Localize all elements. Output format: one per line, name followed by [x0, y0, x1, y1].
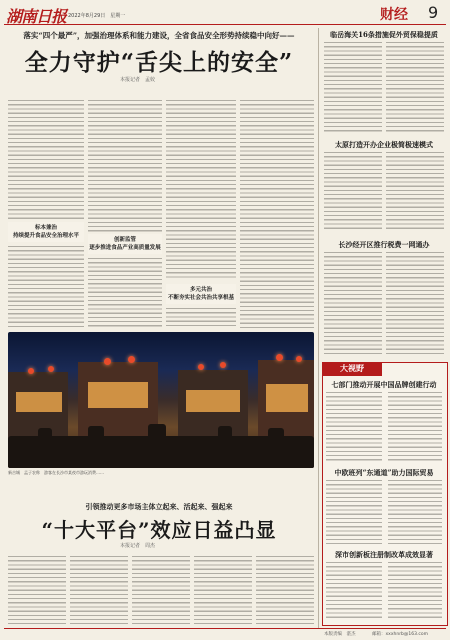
- right-story-3-title: 长沙经开区推行税费一网通办: [338, 240, 430, 249]
- lead-column-2b: [88, 258, 162, 328]
- lead-subhead-2: 创新监管 逐步推进食品产业高质量发展: [88, 234, 162, 254]
- photo-caption: 新吉城 孟子农称 游客在长沙市某夜市游玩消费……: [8, 470, 104, 475]
- box-story-1-col-a: [326, 392, 382, 462]
- lead-column-3b: [166, 308, 236, 328]
- second-column-1: [8, 556, 66, 624]
- lead-column-1b: [8, 246, 84, 328]
- box-story-3-title: 深市创新板注册制改革成效显著: [335, 550, 433, 559]
- second-kicker: 引领推动更多市场主体立起来、活起来、强起来: [85, 502, 233, 511]
- lead-column-4: [240, 100, 314, 328]
- box-story-3-col-a: [326, 562, 382, 620]
- section-name: 财经: [380, 7, 408, 23]
- right-story-1-col-b: [386, 42, 444, 134]
- lead-byline: 本报记者 孟姣: [120, 77, 156, 83]
- newspaper-logo: 湖南日报: [6, 7, 67, 26]
- issue-date: 2022年8月29日 星期一: [68, 13, 126, 19]
- footer-editors: 本版责编 湛杰: [324, 632, 356, 637]
- footer-email: 邮箱：xxxhnrb@163.com: [372, 632, 429, 637]
- second-headline: “十大平台”效应日益凸显: [41, 518, 277, 542]
- right-story-1-title: 临岳海关16条措施促外贸保稳提质: [330, 30, 438, 39]
- lead-headline: 全力守护“舌尖上的安全”: [24, 49, 294, 76]
- page-number: 9: [428, 3, 439, 22]
- box-story-3-col-b: [388, 562, 442, 620]
- right-story-3-col-b: [386, 252, 444, 356]
- box-story-1-title: 七部门推动开展中国品牌创建行动: [331, 380, 437, 389]
- lead-subhead-1: 标本兼治 持续提升食品安全治理水平: [8, 222, 84, 242]
- lead-column-1a: [8, 100, 84, 220]
- second-column-2: [70, 556, 128, 624]
- second-column-3: [132, 556, 190, 624]
- second-column-5: [256, 556, 314, 624]
- right-story-2-col-b: [386, 152, 444, 232]
- masthead: [4, 2, 446, 25]
- lead-subhead-3: 多元共治 不断夯实社会共治共享根基: [166, 284, 236, 304]
- right-story-2-title: 太原打造开办企业极简极速模式: [335, 140, 433, 149]
- second-column-4: [194, 556, 252, 624]
- second-byline: 本报记者 周杰: [120, 543, 156, 549]
- lead-kicker: 落实“四个最严”，加强治理体系和能力建设，全省食品安全形势持续稳中向好——: [23, 31, 295, 40]
- lead-column-2a: [88, 100, 162, 232]
- page-footer: [4, 628, 446, 639]
- box-story-2-title: 中欧班列“东通道”助力国际贸易: [334, 468, 434, 477]
- night-market-photo: [8, 332, 314, 468]
- box-story-2-col-a: [326, 480, 382, 544]
- column-divider: [318, 28, 319, 628]
- right-story-2-col-a: [324, 152, 382, 232]
- lead-column-3a: [166, 100, 236, 280]
- feature-box-label: 大视野: [322, 362, 382, 376]
- box-story-2-col-b: [388, 480, 442, 544]
- right-story-1-col-a: [324, 42, 382, 134]
- box-story-1-col-b: [388, 392, 442, 462]
- right-story-3-col-a: [324, 252, 382, 356]
